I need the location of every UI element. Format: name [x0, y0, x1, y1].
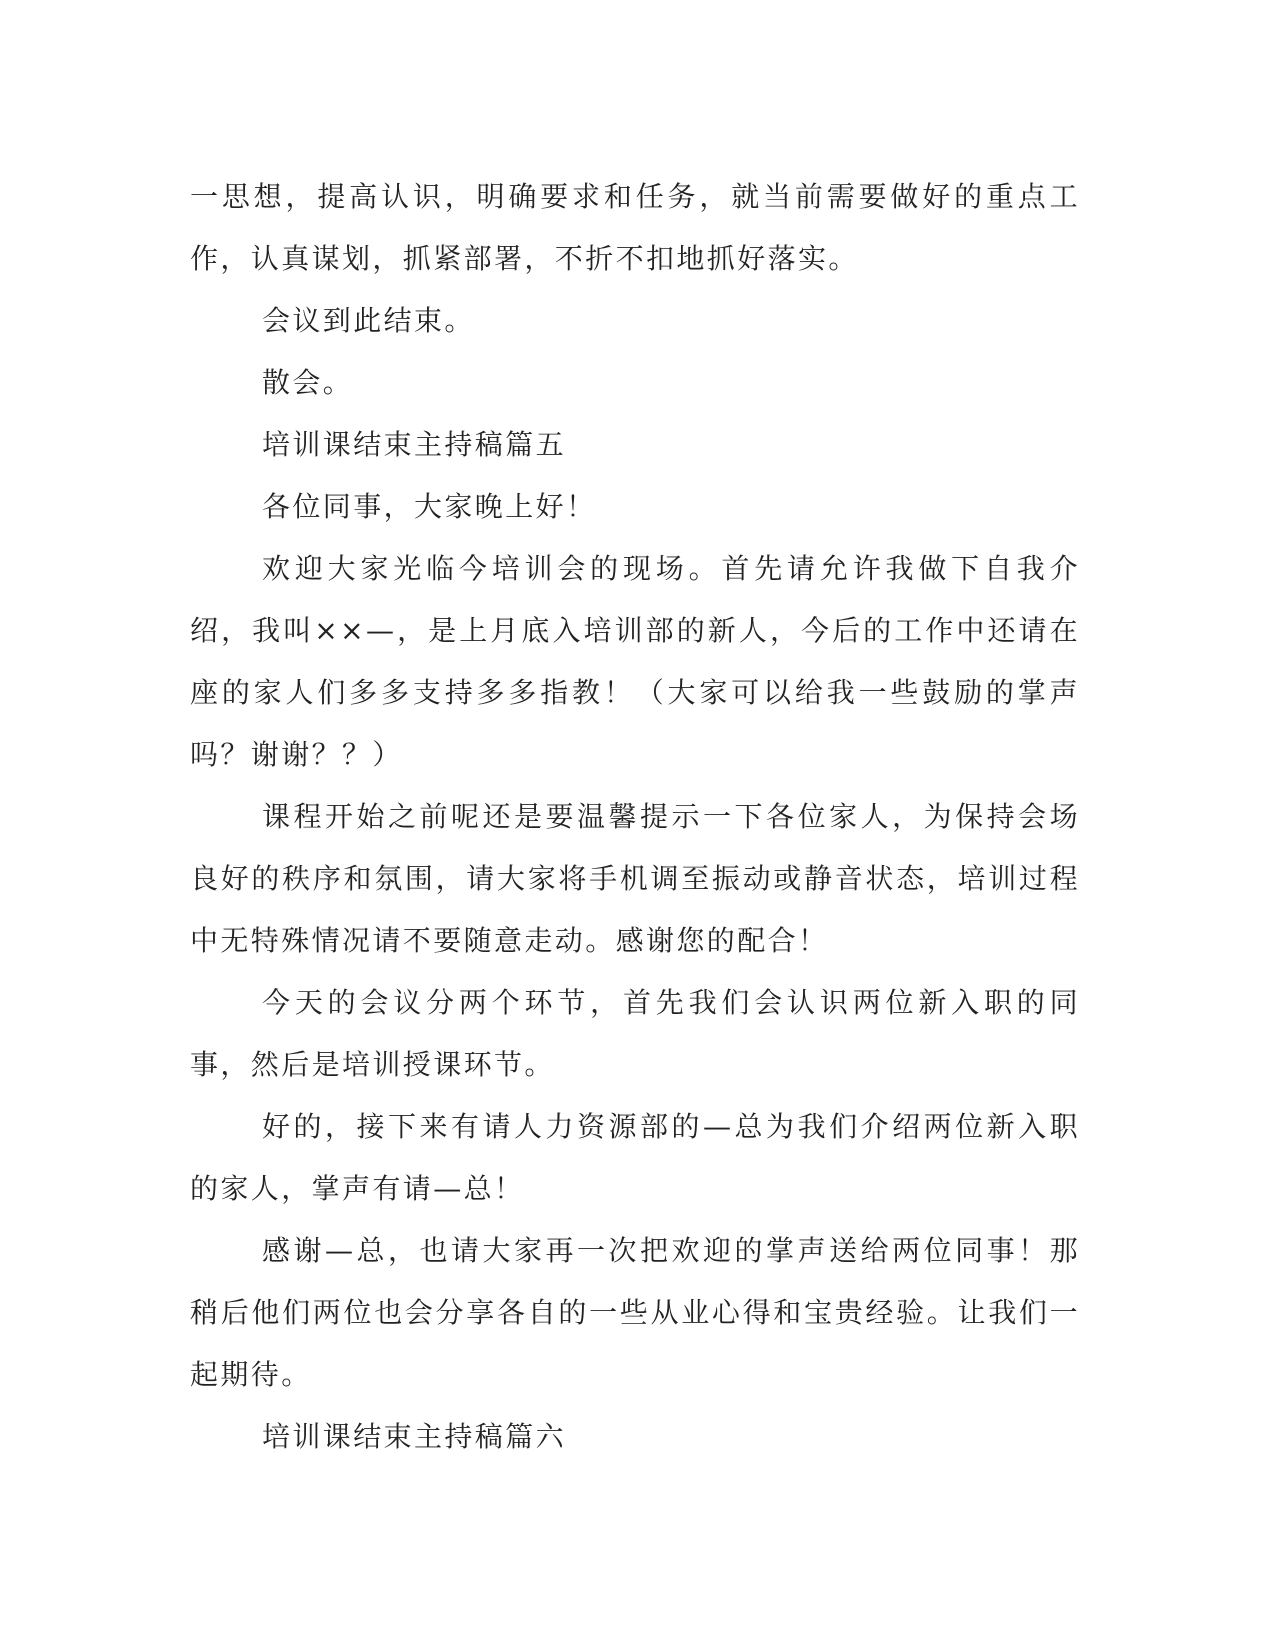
paragraph-thanks: 感谢—总，也请大家再一次把欢迎的掌声送给两位同事！那稍后他们两位也会分享各自的一些从业心得和宝贵经验。让我们一起期待。	[190, 1234, 1080, 1391]
paragraph-welcome: 欢迎大家光临今培训会的现场。首先请允许我做下自我介绍，我叫××—，是上月底入培训部的新人，今后的工作中还请在座的家人们多多支持多多指教！（大家可以给我一些鼓励的掌声吗？谢谢？？）	[190, 552, 1080, 771]
section-heading-six: 培训课结束主持稿篇六	[262, 1420, 567, 1453]
paragraph-agenda: 今天的会议分两个环节，首先我们会认识两位新入职的同事，然后是培训授课环节。	[190, 986, 1080, 1081]
section-heading-five: 培训课结束主持稿篇五	[262, 428, 567, 461]
paragraph-greeting: 各位同事，大家晚上好！	[262, 490, 597, 523]
paragraph-meeting-end: 会议到此结束。	[262, 304, 475, 337]
document-body	[190, 166, 1080, 1468]
paragraph-reminder: 课程开始之前呢还是要温馨提示一下各位家人，为保持会场良好的秩序和氛围，请大家将手机调至振动或静音状态，培训过程中无特殊情况请不要随意走动。感谢您的配合！	[190, 800, 1080, 957]
paragraph-invite-hr: 好的，接下来有请人力资源部的—总为我们介绍两位新入职的家人，掌声有请—总！	[190, 1110, 1080, 1205]
paragraph-adjourn: 散会。	[262, 366, 354, 399]
paragraph-continuation: 一思想，提高认识，明确要求和任务，就当前需要做好的重点工作，认真谋划，抓紧部署，不折不扣地抓好落实。	[190, 180, 1080, 275]
